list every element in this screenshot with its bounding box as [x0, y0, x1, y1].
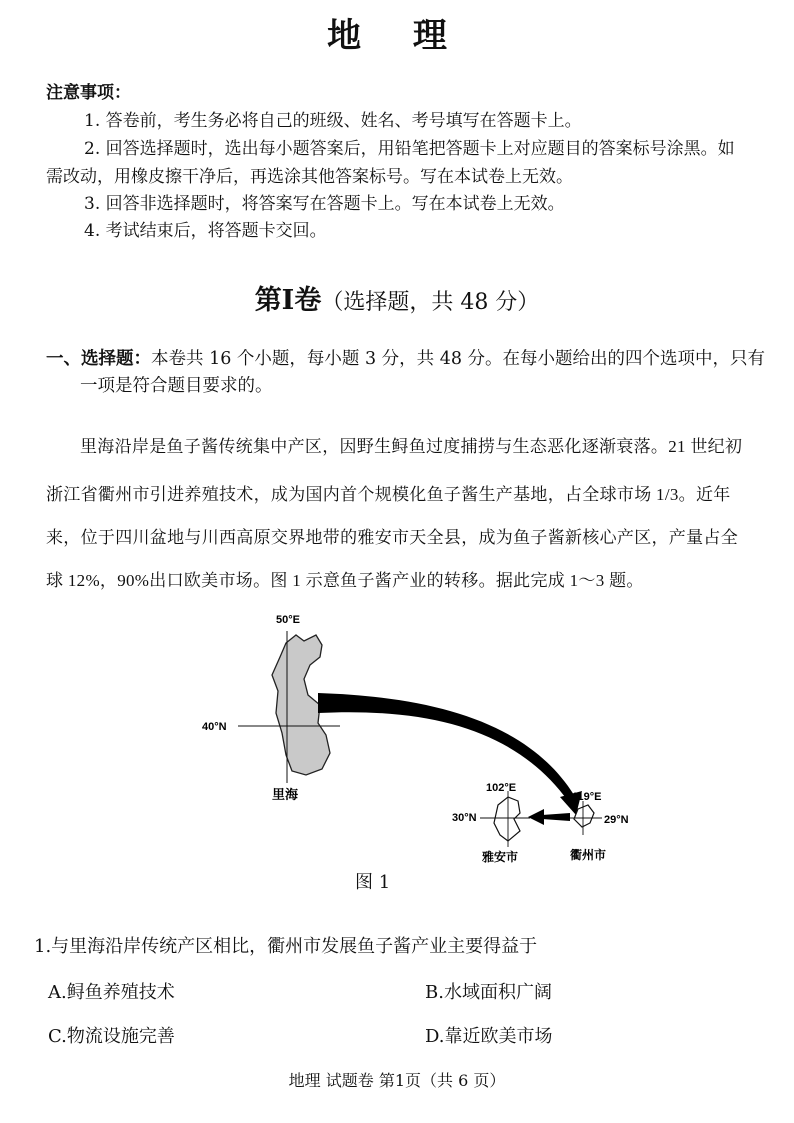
label-quzhou: 衢州市 — [570, 848, 607, 862]
figure-caption: 图 1 — [355, 872, 391, 893]
mc-intro-line-2: 一项是符合题目要求的。 — [80, 376, 273, 396]
transfer-arrow-2-head — [528, 809, 544, 825]
label-lat-29n: 29°N — [604, 814, 629, 826]
mc-intro-label: 一、选择题： — [46, 349, 151, 369]
figure-map — [190, 605, 650, 875]
label-lat-30n: 30°N — [452, 812, 477, 824]
question-1-option-a[interactable]: A.鲟鱼养殖技术 — [48, 982, 175, 1003]
question-1-option-d[interactable]: D.靠近欧美市场 — [425, 1026, 553, 1047]
label-lon-119e: 119°E — [572, 791, 602, 803]
part-title — [0, 278, 794, 317]
question-1-stem: 1.与里海沿岸传统产区相比，衢州市发展鱼子酱产业主要得益于 — [34, 936, 538, 957]
passage-line-2: 浙江省衢州市引进养殖技术，成为国内首个规模化鱼子酱生产基地，占全球市场 1/3。近年 — [46, 485, 731, 504]
label-lat-40n: 40°N — [202, 721, 227, 733]
notice-line-3: 需改动，用橡皮擦干净后，再选涂其他答案标号。写在本试卷上无效。 — [46, 167, 573, 187]
yaan-shape — [494, 797, 520, 841]
notice-line-4: 3. 回答非选择题时，将答案写在答题卡上。写在本试卷上无效。 — [84, 194, 565, 214]
question-1-option-c[interactable]: C.物流设施完善 — [48, 1026, 175, 1047]
passage-line-4: 球 12%，90%出口欧美市场。图 1 示意鱼子酱产业的转移。据此完成 1～3 题。 — [46, 571, 644, 590]
mc-intro-line-1 — [46, 345, 765, 370]
page-title: 地 理 — [327, 16, 467, 56]
question-1-option-b[interactable]: B.水域面积广阔 — [425, 982, 552, 1003]
mc-intro-text: 本卷共 16 个小题，每小题 3 分，共 48 分。在每小题给出的四个选项中，只有 — [151, 349, 766, 369]
label-lon-50e: 50°E — [276, 614, 300, 626]
passage-line-3: 来，位于四川盆地与川西高原交界地带的雅安市天全县，成为鱼子酱新核心产区，产量占全 — [46, 528, 738, 547]
label-yaan: 雅安市 — [482, 850, 519, 864]
notice-line-2: 2. 回答选择题时，选出每小题答案后，用铅笔把答题卡上对应题目的答案标号涂黑。如 — [84, 139, 735, 159]
transfer-arrow-2 — [542, 813, 570, 821]
passage-line-1: 里海沿岸是鱼子酱传统集中产区，因野生鲟鱼过度捕捞与生态恶化逐渐衰落。21 世纪初 — [80, 437, 743, 456]
notice-line-5: 4. 考试结束后，将答题卡交回。 — [84, 221, 327, 241]
part-title-sub: （选择题，共 48 分） — [321, 290, 540, 315]
notice-heading: 注意事项： — [46, 83, 131, 103]
label-lon-102e: 102°E — [486, 782, 517, 794]
page-footer: 地理 试题卷 第1页（共 6 页） — [288, 1071, 506, 1090]
label-caspian: 里海 — [272, 787, 299, 802]
notice-line-1: 1. 答卷前，考生务必将自己的班级、姓名、考号填写在答题卡上。 — [84, 111, 582, 131]
transfer-arrow-1 — [318, 693, 574, 801]
part-title-main: 第Ⅰ卷 — [254, 285, 322, 316]
